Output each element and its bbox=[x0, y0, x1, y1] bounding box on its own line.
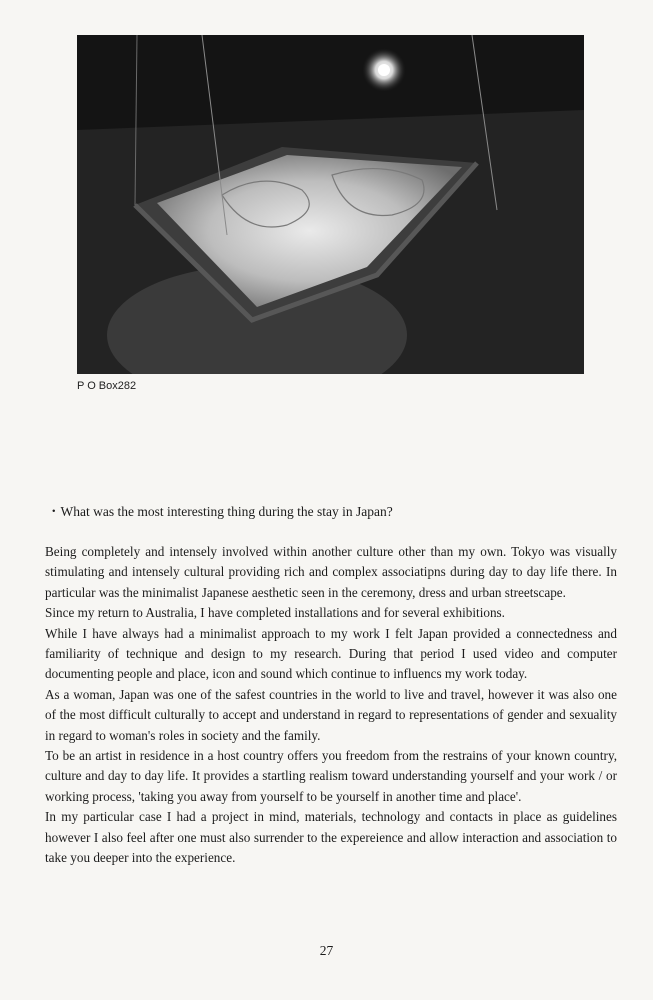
answer-paragraph: To be an artist in residence in a host country offers you freedom from the restrains of your known country, culture and day to day life. It provides a startling realism toward understanding yourself and your work / or working process, 'taking you away from yourself to be yourself in another time and place'. bbox=[45, 748, 617, 804]
answer-body bbox=[45, 542, 617, 869]
answer-paragraph: While I have always had a minimalist approach to my work I felt Japan provided a connectedness and familiarity of technique and design to my research. During that period I used video and computer documenting people and place, icon and sound which continue to influencs my work today. bbox=[45, 625, 617, 682]
page-number: 27 bbox=[319, 943, 334, 958]
photo-caption: P O Box282 bbox=[77, 380, 137, 392]
answer-paragraph: Being completely and intensely involved within another culture other than my own. Tokyo was visually stimulating and intensely cultural providing rich and complex associatipns during day to day life there. In particular was the minimalist Japanese aesthetic seen in the ceremony, dress and urban streetscape. bbox=[45, 544, 617, 600]
answer-paragraph: Since my return to Australia, I have completed installations and for several exhibitions. bbox=[45, 605, 505, 621]
installation-photo-graphic bbox=[77, 35, 584, 374]
answer-paragraph: As a woman, Japan was one of the safest countries in the world to live and travel, however it was also one of the most difficult culturally to accept and understand in regard to representations of gender and sexuality in regard to woman's roles in society and the family. bbox=[45, 686, 617, 743]
interview-question: ・What was the most interesting thing during the stay in Japan? bbox=[47, 504, 393, 519]
installation-photo bbox=[77, 35, 584, 374]
answer-paragraph: In my particular case I had a project in mind, materials, technology and contacts in place as guidelines however I also feel after one must also surrender to the expereience and allow interaction and association to take you deeper into the experience. bbox=[45, 809, 617, 866]
